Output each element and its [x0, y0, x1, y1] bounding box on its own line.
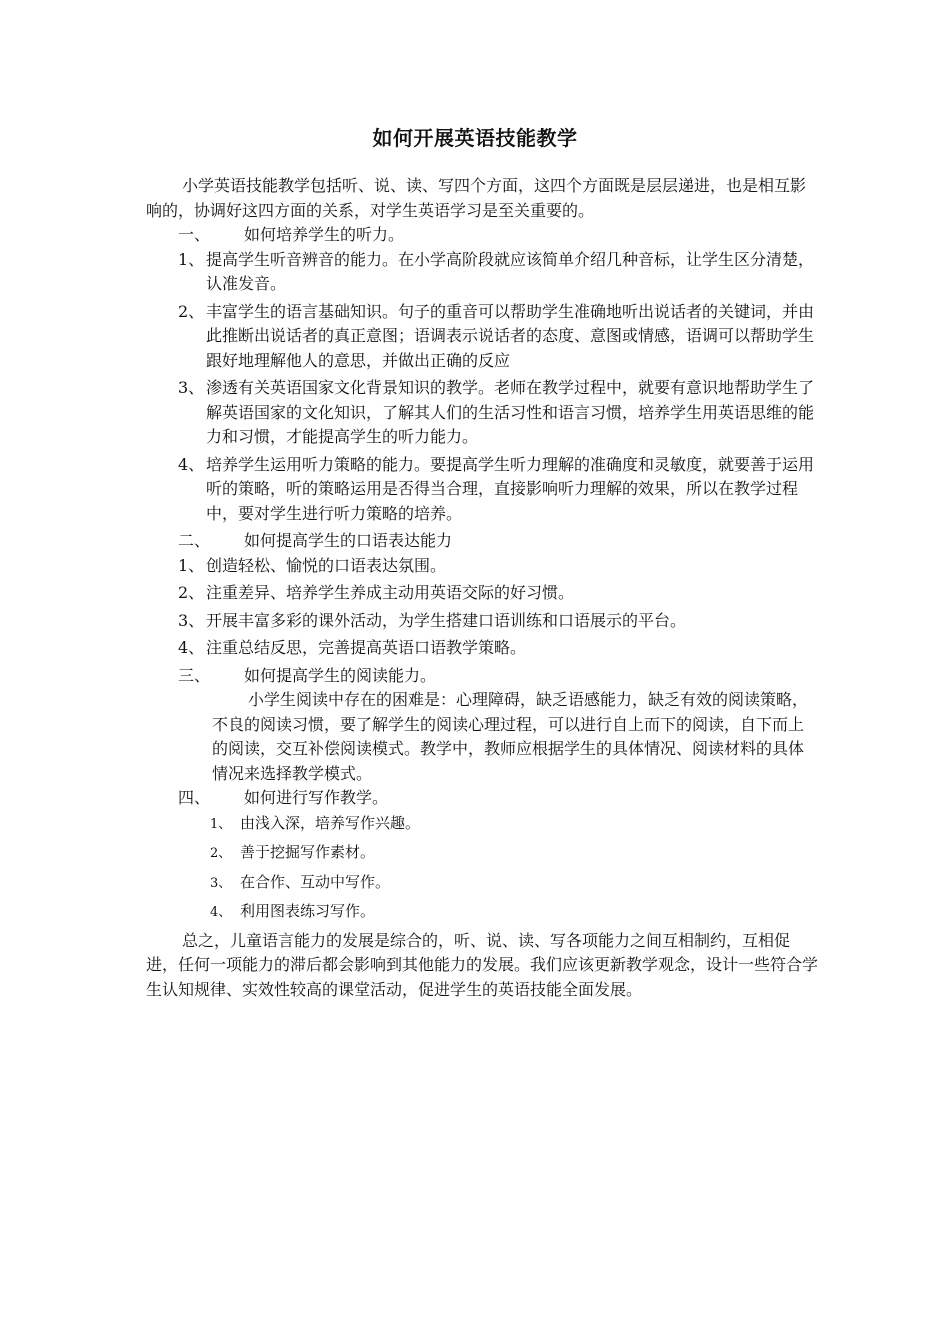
- section-number: 一、: [178, 225, 211, 244]
- item-text: 由浅入深，培养写作兴趣。: [240, 813, 421, 832]
- section-number: 三、: [178, 665, 211, 685]
- item-number: 3、: [210, 875, 232, 891]
- list-item: [146, 581, 818, 606]
- item-text: 开展丰富多彩的课外活动，为学生搭建口语训练和口语展示的平台。: [206, 610, 687, 630]
- item-text: 丰富学生的语言基础知识。句子的重音可以帮助学生准确地听出说话者的关键词，并由此推断出说话者的真正意图；语调表示说话者的态度、意图或情感，语调可以帮助学生跟好地理解他人的意思，并做出正确的反应: [206, 301, 815, 370]
- section-heading-reading: [146, 664, 818, 689]
- section-title: 如何进行写作教学。: [244, 788, 389, 807]
- list-item: [146, 870, 818, 897]
- section-title: 如何提高学生的口语表达能力: [244, 531, 453, 550]
- section-title: 如何提高学生的阅读能力。: [244, 665, 437, 685]
- section-heading-speaking: [146, 529, 818, 554]
- item-number: 4、: [178, 454, 205, 474]
- list-item: [146, 453, 818, 527]
- item-number: 2、: [178, 301, 205, 321]
- section-number: 四、: [178, 788, 211, 807]
- item-text: 培养学生运用听力策略的能力。要提高学生听力理解的准确度和灵敏度，就要善于运用听的策略，听的策略运用是否得当合理，直接影响听力理解的效果，所以在教学过程中，要对学生进行听力策略的培养。: [206, 454, 815, 523]
- item-number: 1、: [210, 816, 232, 832]
- item-text: 利用图表练习写作。: [240, 902, 376, 920]
- item-text: 渗透有关英语国家文化背景知识的教学。老师在教学过程中，就要有意识地帮助学生了解英语国家的文化知识，了解其人们的生活习性和语言习惯，培养学生用英语思维的能力和习惯，才能提高学生的听力能力。: [206, 378, 815, 446]
- list-item: [146, 840, 818, 867]
- conclusion-paragraph: 总之，儿童语言能力的发展是综合的，听、说、读、写各项能力之间互相制约，互相促进，任何一项能力的滞后都会影响到其他能力的发展。我们应该更新教学观念，设计一些符合学生认知规律、实效性较高的课堂活动，促进学生的英语技能全面发展。: [146, 930, 819, 999]
- item-text: 提高学生听音辨音的能力。在小学高阶段就应该简单介绍几种音标，让学生区分清楚，认准发音。: [206, 249, 815, 293]
- item-text: 善于挖掘写作素材。: [240, 843, 376, 861]
- document-title: 如何开展英语技能教学: [372, 126, 578, 150]
- list-item: [146, 811, 818, 838]
- intro-paragraph: 小学英语技能教学包括听、说、读、写四个方面，这四个方面既是层层递进，也是相互影响的，协调好这四方面的关系，对学生英语学习是至关重要的。: [146, 176, 807, 220]
- section-number: 二、: [178, 531, 211, 550]
- item-number: 4、: [178, 638, 205, 657]
- list-item: [146, 609, 818, 634]
- item-text: 注重总结反思，完善提高英语口语教学策略。: [206, 638, 527, 657]
- list-item: [146, 554, 818, 579]
- item-text: 创造轻松、愉悦的口语表达氛围。: [206, 555, 447, 575]
- item-text: 注重差异、培养学生养成主动用英语交际的好习惯。: [206, 583, 575, 602]
- list-item: [146, 248, 818, 297]
- item-number: 3、: [178, 378, 205, 397]
- reading-paragraph: 小学生阅读中存在的困难是：心理障碍，缺乏语感能力，缺乏有效的阅读策略，不良的阅读习惯，要了解学生的阅读心理过程，可以进行自上而下的阅读，自下而上的阅读，交互补偿阅读模式。教学中，教师应根据学生的具体情况、阅读材料的具体情况来选择教学模式。: [212, 690, 809, 783]
- item-number: 2、: [178, 583, 205, 602]
- list-item: [146, 899, 818, 926]
- list-item: [146, 300, 818, 374]
- list-item: [146, 376, 818, 450]
- item-number: 2、: [210, 846, 232, 861]
- item-text: 在合作、互动中写作。: [240, 872, 391, 891]
- item-number: 3、: [178, 610, 205, 630]
- item-number: 4、: [210, 905, 232, 920]
- section-title: 如何培养学生的听力。: [244, 225, 405, 244]
- section-heading-listening: [146, 223, 818, 248]
- item-number: 1、: [178, 249, 205, 269]
- document-body: [146, 174, 818, 1002]
- list-item: [146, 636, 818, 661]
- section-heading-writing: [146, 786, 818, 811]
- item-number: 1、: [178, 555, 205, 575]
